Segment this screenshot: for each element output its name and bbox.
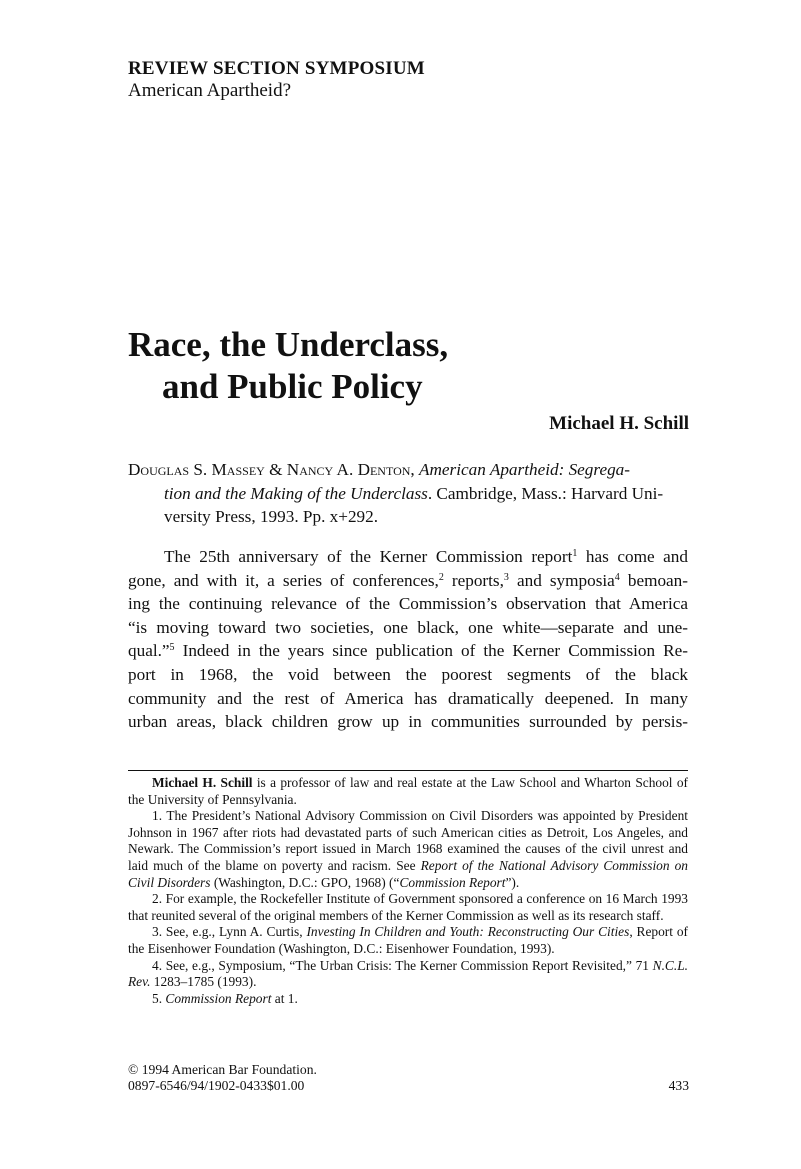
- body-text: The 25th anniversary of the Kerner Commission report: [164, 547, 573, 566]
- author-note-text: is a professor of law and real estate at the Law School and Wharton School of the University of Pennsylvania.: [128, 775, 688, 807]
- citation-author-2: Nancy A. Denton: [286, 460, 411, 479]
- body-text: qual.”: [128, 641, 170, 661]
- citation-book-title-1: American Apartheid: Segrega-: [419, 460, 630, 479]
- article-title: [128, 324, 688, 408]
- body-line: port in 1968, the void between the poorest segments of the black: [128, 664, 688, 684]
- footnote-4: [128, 958, 688, 991]
- footnote-number: 2.: [152, 891, 163, 907]
- citation-publisher-1: . Cambridge, Mass.: Harvard Uni-: [427, 483, 664, 503]
- footnote-italic: Investing In Children and Youth: Reconstructing Our Cities: [306, 924, 630, 940]
- citation-line-3: [128, 505, 688, 529]
- footnotes: [128, 775, 688, 1007]
- footnote-1: [128, 808, 688, 891]
- citation-ampersand: &: [264, 460, 287, 479]
- body-line: [128, 569, 688, 593]
- section-subtitle: American Apartheid?: [128, 80, 292, 101]
- footnote-number: 1.: [152, 808, 163, 824]
- citation-publisher-2: versity Press, 1993. Pp. x+292.: [164, 507, 379, 526]
- footnote-text: See, e.g., Symposium, “The Urban Crisis: The Kerner Commission Report Revisited,” 71: [162, 957, 653, 973]
- body-line: [128, 639, 688, 663]
- copyright-line: © 1994 American Bar Foundation.: [128, 1062, 317, 1077]
- author-note: [128, 775, 688, 808]
- footnote-ref-5[interactable]: 5: [169, 642, 175, 654]
- issn-code: 0897-6546/94/1902-0433$01.00: [128, 1078, 305, 1093]
- footnote-italic: Commission Report: [165, 990, 272, 1006]
- body-text: bemoan-: [619, 570, 688, 590]
- footnote-2: [128, 891, 688, 924]
- body-line: urban areas, black children grow up in communities surrounded by persis-: [128, 712, 688, 732]
- footnote-ref-3[interactable]: 3: [503, 571, 509, 583]
- footnote-ref-1[interactable]: 1: [572, 548, 578, 559]
- body-line: community and the rest of America has dramatically deepened. In many: [128, 688, 688, 708]
- citation-line-2: [128, 482, 688, 506]
- section-label: REVIEW SECTION SYMPOSIUM: [128, 58, 425, 79]
- footnote-ref-2[interactable]: 2: [438, 571, 444, 583]
- title-line-1: Race, the Underclass,: [128, 325, 449, 364]
- footnote-text: , Report of the Eisenhower Foundation (Washington, D.C.: Eisenhower Foundation, 1993).: [128, 924, 688, 956]
- citation-author-1: Douglas S. Massey: [128, 460, 265, 479]
- citation-line-1: [128, 460, 630, 479]
- body-line: [128, 545, 688, 569]
- citation-book-title-2: tion and the Making of the Underclass: [164, 483, 428, 503]
- citation-separator: ,: [410, 460, 420, 479]
- footnote-italic: Report of the National Advisory Commission on Civil Disorders: [128, 857, 688, 890]
- footnote-text: The President’s National Advisory Commission on Civil Disorders was appointed by President Johnson in 1967 after riots had devastated parts of such American cities as Detroit, Los Angeles, and Newark. The Commission’s report issued in March 1968 examined the causes of the civil unrest and laid much of the blame on poverty and racism. See: [128, 808, 688, 873]
- body-text: and symposia: [508, 570, 615, 590]
- body-paragraph: [128, 545, 688, 734]
- body-line: ing the continuing relevance of the Commission’s observation that America: [128, 594, 688, 614]
- body-text: gone, and with it, a series of conferences,: [128, 570, 439, 590]
- body-text: Indeed in the years since publication of the Kerner Commission Re-: [174, 641, 688, 661]
- body-text: has come and: [577, 547, 688, 566]
- footnote-text: For example, the Rockefeller Institute of Government sponsored a conference on 16 March 1993 that reunited several of the original members of the Kerner Commission as well as its research staff.: [128, 891, 688, 923]
- footnote-number: 5.: [152, 990, 163, 1006]
- section-header: [128, 58, 688, 102]
- book-citation: [128, 458, 688, 529]
- body-text: reports,: [443, 570, 504, 590]
- article-author: Michael H. Schill: [549, 413, 689, 434]
- footnote-text: See, e.g., Lynn A. Curtis,: [162, 924, 307, 940]
- page-number: 433: [668, 1078, 689, 1093]
- footnote-text: (Washington, D.C.: GPO, 1968) (“: [210, 874, 400, 890]
- footnote-ref-4[interactable]: 4: [614, 571, 620, 583]
- footnote-number: 3.: [152, 924, 163, 940]
- footnote-italic: N.C.L. Rev.: [128, 957, 688, 990]
- footnote-divider: [128, 770, 688, 771]
- copyright-block: [128, 1062, 688, 1094]
- footnote-text: 1283–1785 (1993).: [150, 974, 257, 990]
- footnote-5: [128, 991, 688, 1008]
- author-note-name: Michael H. Schill: [152, 775, 253, 790]
- footnote-italic: Commission Report: [399, 874, 506, 890]
- title-line-2: and Public Policy: [162, 367, 423, 406]
- footnote-text: at 1.: [271, 990, 298, 1006]
- footnote-text: ”).: [505, 874, 520, 890]
- footnote-3: [128, 924, 688, 957]
- footnote-number: 4.: [152, 957, 163, 973]
- body-line: “is moving toward two societies, one black, one white—separate and une-: [128, 617, 688, 637]
